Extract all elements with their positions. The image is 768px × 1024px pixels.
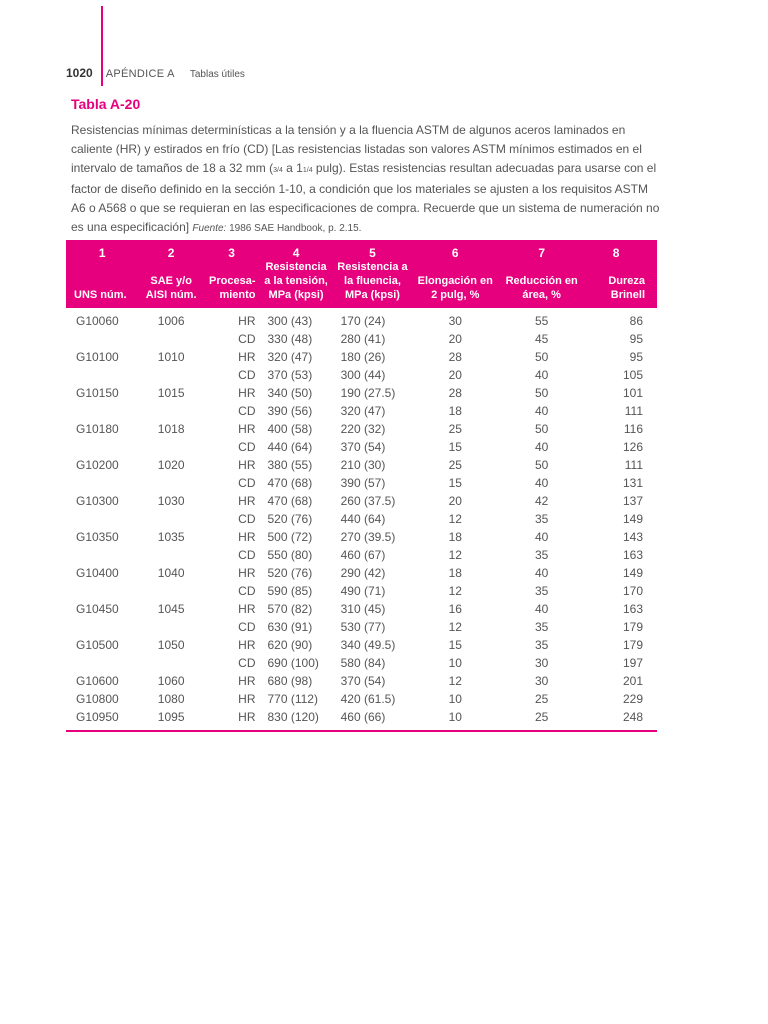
- uns-cell: G10600: [76, 674, 119, 688]
- hardness-cell: 111: [624, 404, 643, 418]
- uns-cell: [66, 582, 139, 600]
- elongation-cell: 15: [448, 440, 462, 454]
- elongation-cell: 25: [448, 458, 462, 472]
- elongation-cell: 20: [448, 332, 462, 346]
- col-header-tensile: Resistencia a la tensión, MPa (kpsi): [260, 260, 333, 308]
- col-header-hardness: Dureza Brinell: [585, 260, 657, 308]
- hardness-cell: 248: [585, 708, 657, 731]
- tensile-cell: 370 (53): [267, 368, 313, 382]
- uns-cell: [66, 330, 139, 348]
- process-cell: HR: [238, 422, 256, 436]
- reduction-cell: 40: [535, 368, 549, 382]
- hardness-cell: 163: [622, 548, 643, 562]
- process-cell: CD: [238, 404, 256, 418]
- process-cell: CD: [238, 440, 256, 454]
- uns-cell: G10150: [76, 386, 119, 400]
- hardness-cell: 131: [622, 476, 643, 490]
- elongation-cell: 12: [448, 674, 462, 688]
- elongation-cell: 15: [448, 476, 462, 490]
- tensile-cell: 300 (43): [267, 314, 313, 328]
- col-header-reduction: Reducción en área, %: [498, 260, 585, 308]
- table-row: [66, 438, 657, 456]
- uns-cell: G10450: [76, 602, 119, 616]
- section-label: Tablas útiles: [189, 69, 245, 80]
- sae-cell: [139, 366, 204, 384]
- process-cell: HR: [238, 530, 256, 544]
- uns-cell: G10400: [76, 566, 119, 580]
- process-cell: CD: [238, 584, 256, 598]
- process-cell: HR: [238, 602, 256, 616]
- steel-strength-table: [66, 240, 657, 732]
- page-number: 1020: [66, 66, 93, 80]
- hardness-cell: 116: [623, 422, 643, 436]
- process-cell: HR: [204, 708, 260, 731]
- tensile-cell: 690 (100): [267, 656, 319, 670]
- yield-cell: 270 (39.5): [340, 530, 396, 544]
- process-cell: CD: [238, 620, 256, 634]
- table-row: [66, 708, 657, 731]
- reduction-cell: 40: [535, 566, 549, 580]
- caption-text-mid: a 1: [282, 161, 303, 175]
- sae-cell: [139, 546, 204, 564]
- hardness-cell: 105: [622, 368, 643, 382]
- sae-cell: [139, 438, 204, 456]
- uns-cell: [66, 366, 139, 384]
- table-title: Tabla A-20: [71, 96, 141, 112]
- yield-cell: 280 (41): [340, 332, 386, 346]
- uns-cell: [66, 402, 139, 420]
- hardness-cell: 137: [622, 494, 643, 508]
- table-row: [66, 348, 657, 366]
- uns-cell: G10100: [76, 350, 119, 364]
- tensile-cell: 400 (58): [267, 422, 313, 436]
- uns-cell: [66, 438, 139, 456]
- reduction-cell: 50: [535, 350, 549, 364]
- hardness-cell: 126: [622, 440, 643, 454]
- elongation-cell: 18: [448, 566, 462, 580]
- yield-cell: 370 (54): [340, 674, 386, 688]
- column-number-row: [66, 240, 657, 260]
- table-row: [66, 672, 657, 690]
- process-cell: HR: [238, 674, 256, 688]
- elongation-cell: 20: [448, 368, 462, 382]
- reduction-cell: 40: [535, 440, 549, 454]
- reduction-cell: 42: [535, 494, 549, 508]
- yield-cell: 460 (66): [333, 708, 413, 731]
- process-cell: HR: [238, 638, 256, 652]
- yield-cell: 170 (24): [340, 314, 386, 328]
- tensile-cell: 500 (72): [267, 530, 313, 544]
- hardness-cell: 86: [629, 314, 643, 328]
- sae-cell: 1030: [157, 494, 185, 508]
- col-header-uns: UNS núm.: [66, 260, 139, 308]
- uns-cell: [66, 546, 139, 564]
- hardness-cell: 201: [622, 674, 643, 688]
- elongation-cell: 25: [448, 422, 462, 436]
- sae-cell: 1095: [139, 708, 204, 731]
- reduction-cell: 55: [535, 314, 549, 328]
- reduction-cell: 40: [535, 476, 549, 490]
- sae-cell: [139, 330, 204, 348]
- reduction-cell: 35: [535, 638, 549, 652]
- yield-cell: 490 (71): [340, 584, 386, 598]
- table-body: [66, 308, 657, 731]
- caption-text: Resistencias mínimas determinísticas a la tensión y a la fluencia ASTM de algunos aceros laminados en caliente (HR) y estirados en frío (CD) [Las resistencias listadas son valores ASTM mínimos estimados en el intervalo de tamaños de 18 a 32 mm (: [71, 123, 642, 175]
- sae-cell: 1080: [157, 692, 185, 706]
- yield-cell: 180 (26): [340, 350, 386, 364]
- reduction-cell: 40: [535, 530, 549, 544]
- process-cell: CD: [238, 368, 256, 382]
- reduction-cell: 40: [535, 602, 549, 616]
- table-row: [66, 420, 657, 438]
- sae-cell: [139, 510, 204, 528]
- sae-cell: [139, 618, 204, 636]
- sae-cell: 1060: [157, 674, 185, 688]
- table-caption: [71, 121, 661, 238]
- sae-cell: 1006: [157, 314, 185, 328]
- uns-cell: [66, 618, 139, 636]
- hardness-cell: 111: [624, 458, 643, 472]
- yield-cell: 300 (44): [340, 368, 386, 382]
- hardness-cell: 101: [622, 386, 643, 400]
- uns-cell: G10200: [76, 458, 119, 472]
- table-row: [66, 582, 657, 600]
- tensile-cell: 830 (120): [260, 708, 333, 731]
- tensile-cell: 330 (48): [267, 332, 313, 346]
- uns-cell: [66, 654, 139, 672]
- tensile-cell: 390 (56): [267, 404, 313, 418]
- hardness-cell: 149: [622, 512, 643, 526]
- process-cell: CD: [238, 476, 256, 490]
- caption-source: [192, 223, 361, 234]
- table-row: [66, 474, 657, 492]
- col-number-2: 2: [139, 240, 204, 260]
- process-cell: HR: [238, 566, 256, 580]
- sae-cell: [139, 582, 204, 600]
- reduction-cell: 50: [535, 422, 549, 436]
- source-label: Fuente:: [192, 223, 227, 234]
- tensile-cell: 470 (68): [267, 494, 313, 508]
- tensile-cell: 630 (91): [267, 620, 313, 634]
- table-row: [66, 690, 657, 708]
- tensile-cell: 590 (85): [267, 584, 313, 598]
- elongation-cell: 10: [412, 708, 498, 731]
- table-row: [66, 308, 657, 330]
- hardness-cell: 179: [622, 638, 643, 652]
- process-cell: HR: [238, 314, 256, 328]
- yield-cell: 290 (42): [340, 566, 386, 580]
- reduction-cell: 35: [535, 548, 549, 562]
- yield-cell: 460 (67): [340, 548, 386, 562]
- yield-cell: 390 (57): [340, 476, 386, 490]
- tensile-cell: 340 (50): [267, 386, 313, 400]
- sae-cell: 1035: [157, 530, 185, 544]
- source-text: 1986 SAE Handbook, p. 2.15.: [229, 223, 362, 234]
- col-number-1: 1: [66, 240, 139, 260]
- hardness-cell: 179: [622, 620, 643, 634]
- chapter-label: APÉNDICE A: [105, 68, 175, 80]
- table-row: [66, 492, 657, 510]
- yield-cell: 420 (61.5): [340, 692, 396, 706]
- yield-cell: 220 (32): [340, 422, 386, 436]
- caption-fraction-2: 1/4: [302, 167, 313, 174]
- sae-cell: 1018: [157, 422, 185, 436]
- col-number-5: 5: [333, 240, 413, 260]
- sae-cell: [139, 654, 204, 672]
- elongation-cell: 10: [448, 692, 462, 706]
- process-cell: CD: [238, 512, 256, 526]
- table-row: [66, 618, 657, 636]
- tensile-cell: 380 (55): [267, 458, 313, 472]
- table-row: [66, 600, 657, 618]
- uns-cell: G10500: [76, 638, 119, 652]
- col-header-elongation: Elongación en 2 pulg, %: [412, 260, 498, 308]
- sae-cell: 1020: [157, 458, 185, 472]
- yield-cell: 370 (54): [340, 440, 386, 454]
- reduction-cell: 30: [535, 674, 549, 688]
- uns-cell: G10300: [76, 494, 119, 508]
- tensile-cell: 320 (47): [267, 350, 313, 364]
- elongation-cell: 28: [448, 386, 462, 400]
- table-row: [66, 528, 657, 546]
- reduction-cell: 50: [535, 386, 549, 400]
- tensile-cell: 620 (90): [267, 638, 313, 652]
- elongation-cell: 12: [448, 548, 462, 562]
- reduction-cell: 25: [498, 708, 585, 731]
- sae-cell: 1010: [157, 350, 185, 364]
- reduction-cell: 35: [535, 512, 549, 526]
- yield-cell: 440 (64): [340, 512, 386, 526]
- caption-fraction-1: 3/4: [273, 167, 283, 174]
- table-row: [66, 510, 657, 528]
- sae-cell: 1015: [157, 386, 185, 400]
- reduction-cell: 50: [535, 458, 549, 472]
- caption-text-end: pulg). Estas resistencias resultan adecuadas para usarse con el factor de diseño definido en la sección 1-10, a condición que los materiales se ajusten a los requisitos ASTM A6 o A568 o que se requieran en las especificaciones de compra. Recuerde que un sistema de numeración no es una especificación]: [71, 161, 660, 234]
- yield-cell: 320 (47): [340, 404, 386, 418]
- uns-cell: G10950: [66, 708, 139, 731]
- elongation-cell: 30: [448, 314, 462, 328]
- page-header: [66, 66, 245, 80]
- process-cell: CD: [238, 656, 256, 670]
- elongation-cell: 20: [448, 494, 462, 508]
- hardness-cell: 143: [622, 530, 643, 544]
- hardness-cell: 170: [622, 584, 643, 598]
- sae-cell: 1040: [157, 566, 185, 580]
- table-row: [66, 402, 657, 420]
- table-row: [66, 384, 657, 402]
- reduction-cell: 30: [535, 656, 549, 670]
- uns-cell: [66, 510, 139, 528]
- table-row: [66, 366, 657, 384]
- tensile-cell: 570 (82): [267, 602, 313, 616]
- col-header-process: Procesa- miento: [204, 260, 260, 308]
- elongation-cell: 10: [448, 656, 462, 670]
- process-cell: HR: [238, 350, 256, 364]
- process-cell: CD: [238, 548, 256, 562]
- hardness-cell: 229: [622, 692, 643, 706]
- col-number-4: 4: [260, 240, 333, 260]
- tensile-cell: 520 (76): [267, 512, 313, 526]
- uns-cell: G10180: [76, 422, 119, 436]
- elongation-cell: 15: [448, 638, 462, 652]
- reduction-cell: 45: [535, 332, 549, 346]
- yield-cell: 580 (84): [340, 656, 386, 670]
- sae-cell: [139, 402, 204, 420]
- process-cell: HR: [238, 458, 256, 472]
- uns-cell: G10060: [76, 314, 119, 328]
- uns-cell: G10800: [76, 692, 119, 706]
- column-label-row: [66, 260, 657, 308]
- yield-cell: 530 (77): [340, 620, 386, 634]
- reduction-cell: 40: [535, 404, 549, 418]
- table-row: [66, 456, 657, 474]
- process-cell: CD: [238, 332, 256, 346]
- reduction-cell: 35: [535, 584, 549, 598]
- hardness-cell: 197: [622, 656, 643, 670]
- uns-cell: [66, 474, 139, 492]
- reduction-cell: 35: [535, 620, 549, 634]
- tensile-cell: 520 (76): [267, 566, 313, 580]
- yield-cell: 260 (37.5): [340, 494, 396, 508]
- sae-cell: 1050: [157, 638, 185, 652]
- sae-cell: [139, 474, 204, 492]
- elongation-cell: 12: [448, 584, 462, 598]
- col-number-8: 8: [585, 240, 657, 260]
- elongation-cell: 16: [448, 602, 462, 616]
- uns-cell: G10350: [76, 530, 119, 544]
- hardness-cell: 163: [622, 602, 643, 616]
- tensile-cell: 440 (64): [267, 440, 313, 454]
- process-cell: HR: [238, 386, 256, 400]
- yield-cell: 210 (30): [340, 458, 386, 472]
- yield-cell: 340 (49.5): [340, 638, 396, 652]
- col-header-sae: SAE y/o AISI núm.: [139, 260, 204, 308]
- tensile-cell: 550 (80): [267, 548, 313, 562]
- tensile-cell: 470 (68): [267, 476, 313, 490]
- elongation-cell: 18: [448, 530, 462, 544]
- table-row: [66, 330, 657, 348]
- col-number-3: 3: [204, 240, 260, 260]
- yield-cell: 190 (27.5): [340, 386, 396, 400]
- table-row: [66, 636, 657, 654]
- table-row: [66, 564, 657, 582]
- col-number-6: 6: [412, 240, 498, 260]
- table-row: [66, 654, 657, 672]
- tensile-cell: 680 (98): [267, 674, 313, 688]
- elongation-cell: 12: [448, 512, 462, 526]
- table-row: [66, 546, 657, 564]
- elongation-cell: 12: [448, 620, 462, 634]
- col-header-yield: Resistencia a la fluencia, MPa (kpsi): [333, 260, 413, 308]
- hardness-cell: 149: [622, 566, 643, 580]
- reduction-cell: 25: [535, 692, 549, 706]
- hardness-cell: 95: [629, 350, 643, 364]
- yield-cell: 310 (45): [340, 602, 386, 616]
- col-number-7: 7: [498, 240, 585, 260]
- sae-cell: 1045: [157, 602, 185, 616]
- elongation-cell: 18: [448, 404, 462, 418]
- process-cell: HR: [238, 494, 256, 508]
- hardness-cell: 95: [629, 332, 643, 346]
- elongation-cell: 28: [448, 350, 462, 364]
- tensile-cell: 770 (112): [267, 692, 318, 706]
- process-cell: HR: [238, 692, 256, 706]
